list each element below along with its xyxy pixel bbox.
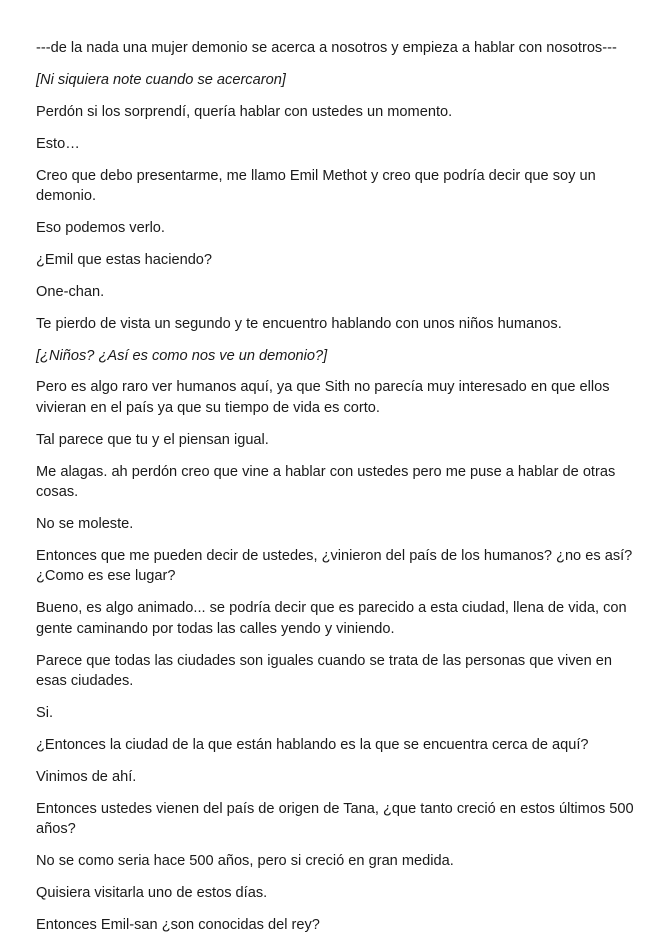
paragraph-dialogue: Entonces que me pueden decir de ustedes, ¿vinieron del país de los humanos? ¿no es así? ¿Como es ese lugar? <box>36 547 633 585</box>
paragraph-dialogue: No se como seria hace 500 años, pero si creció en gran medida. <box>36 853 454 870</box>
paragraph-thought: [¿Niños? ¿Así es como nos ve un demonio?] <box>36 347 328 364</box>
paragraph-dialogue: Parece que todas las ciudades son iguales cuando se trata de las personas que viven en esas ciudades. <box>36 652 613 690</box>
paragraph-dialogue: Tal parece que tu y el piensan igual. <box>36 431 269 448</box>
paragraph-dialogue: Perdón si los sorprendí, quería hablar con ustedes un momento. <box>36 103 453 120</box>
paragraph-dialogue: Bueno, es algo animado... se podría decir que es parecido a esta ciudad, llena de vida, con gente caminando por todas las calles yendo y viniendo. <box>36 600 627 637</box>
paragraph-dialogue: Vinimos de ahí. <box>36 768 137 785</box>
paragraph-dialogue: One-chan. <box>36 283 105 300</box>
paragraph-narration: ---de la nada una mujer demonio se acerca a nosotros y empieza a hablar con nosotros--- <box>36 40 617 56</box>
paragraph-dialogue: ¿Entonces la ciudad de la que están hablando es la que se encuentra cerca de aquí? <box>36 737 589 754</box>
document-page <box>36 38 636 947</box>
paragraph-dialogue: Eso podemos verlo. <box>36 219 165 236</box>
paragraph-dialogue: Entonces ustedes vienen del país de origen de Tana, ¿que tanto creció en estos últimos 500 años? <box>36 800 634 838</box>
paragraph-dialogue: Entonces Emil-san ¿son conocidas del rey? <box>36 916 320 933</box>
paragraph-dialogue: No se moleste. <box>36 516 134 533</box>
paragraph-dialogue: Esto… <box>36 135 80 152</box>
paragraph-dialogue: Me alagas. ah perdón creo que vine a hablar con ustedes pero me puse a hablar de otras cosas. <box>36 463 616 501</box>
paragraph-dialogue: Te pierdo de vista un segundo y te encuentro hablando con unos niños humanos. <box>36 315 562 332</box>
paragraph-dialogue: Creo que debo presentarme, me llamo Emil Methot y creo que podría decir que soy un demonio. <box>36 167 596 205</box>
paragraph-dialogue: Pero es algo raro ver humanos aquí, ya que Sith no parecía muy interesado en que ellos vivieran en el país ya que su tiempo de vida es corto. <box>36 379 610 416</box>
paragraph-dialogue: Quisiera visitarla uno de estos días. <box>36 885 268 902</box>
paragraph-dialogue: Si. <box>36 705 54 722</box>
paragraph-thought: [Ni siquiera note cuando se acercaron] <box>36 71 286 88</box>
paragraph-dialogue: ¿Emil que estas haciendo? <box>36 251 213 268</box>
